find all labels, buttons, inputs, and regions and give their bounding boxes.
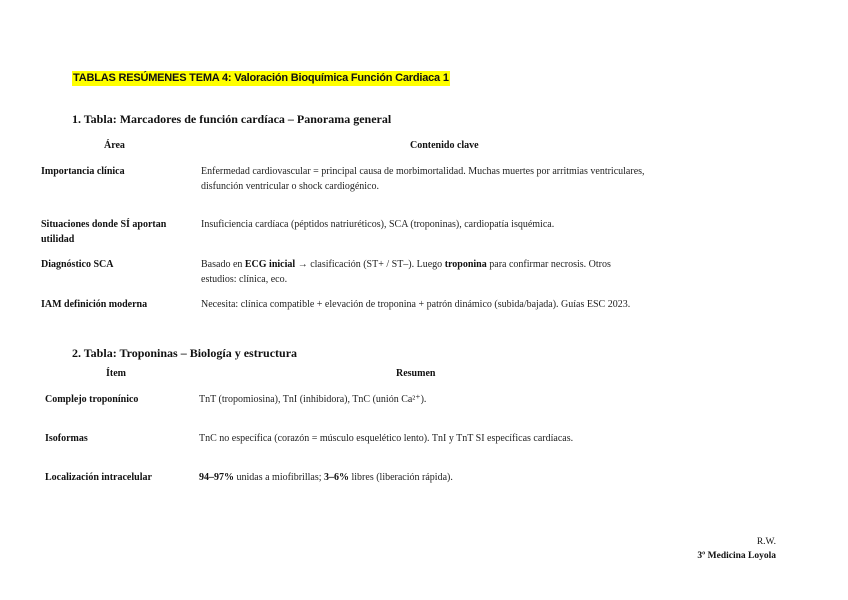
row-content-line: Enfermedad cardiovascular = principal causa de morbimortalidad. Muchas muertes por arritmias ventriculares, <box>201 166 645 177</box>
row-label: Isoformas <box>45 433 88 444</box>
row-label: Diagnóstico SCA <box>41 259 114 270</box>
row-label: Localización intracelular <box>45 472 152 483</box>
table1-header-area: Área <box>104 140 125 151</box>
table2-header-item: Ítem <box>106 368 126 379</box>
row-content: Necesita: clínica compatible + elevación de troponina + patrón dinámico (subida/bajada). Guías ESC 2023. <box>201 299 631 310</box>
row-label: IAM definición moderna <box>41 299 148 310</box>
table2-title: 2. Tabla: Troponinas – Biología y estructura <box>72 346 298 360</box>
row-label-line: utilidad <box>41 234 75 245</box>
row-content: Insuficiencia cardíaca (péptidos natriuréticos), SCA (troponinas), cardiopatía isquémica. <box>201 219 555 230</box>
table2-header-resumen: Resumen <box>396 368 436 379</box>
row-content-line: estudios: clínica, eco. <box>201 274 288 285</box>
row-content: TnT (tropomiosina), TnI (inhibidora), TnC (unión Ca²⁺). <box>199 394 427 405</box>
document-title: TABLAS RESÚMENES TEMA 4: Valoración Bioquímica Función Cardiaca 1 <box>73 72 449 84</box>
table1-header-contenido: Contenido clave <box>410 140 479 151</box>
row-content: 94–97% unidas a miofibrillas; 3–6% libres (liberación rápida). <box>199 472 453 483</box>
row-content <box>201 164 761 194</box>
row-content: TnC no específica (corazón = músculo esquelético lento). TnI y TnT SI específicas cardíacas. <box>199 433 574 444</box>
row-content-line: disfunción ventricular o shock cardiogénico. <box>201 181 379 192</box>
table1-title: 1. Tabla: Marcadores de función cardíaca – Panorama general <box>72 112 392 126</box>
row-label-line: Situaciones donde SÍ aportan <box>41 219 167 230</box>
row-content-line: Basado en ECG inicial → clasificación (ST+ / ST–). Luego troponina para confirmar necrosis. Otros <box>201 259 611 270</box>
row-label: Complejo troponínico <box>45 394 139 405</box>
row-label <box>41 217 196 247</box>
row-label: Importancia clínica <box>41 166 125 177</box>
row-content <box>201 257 761 287</box>
footer-initials: R.W. <box>756 537 776 547</box>
footer-course: 3º Medicina Loyola <box>697 551 776 561</box>
